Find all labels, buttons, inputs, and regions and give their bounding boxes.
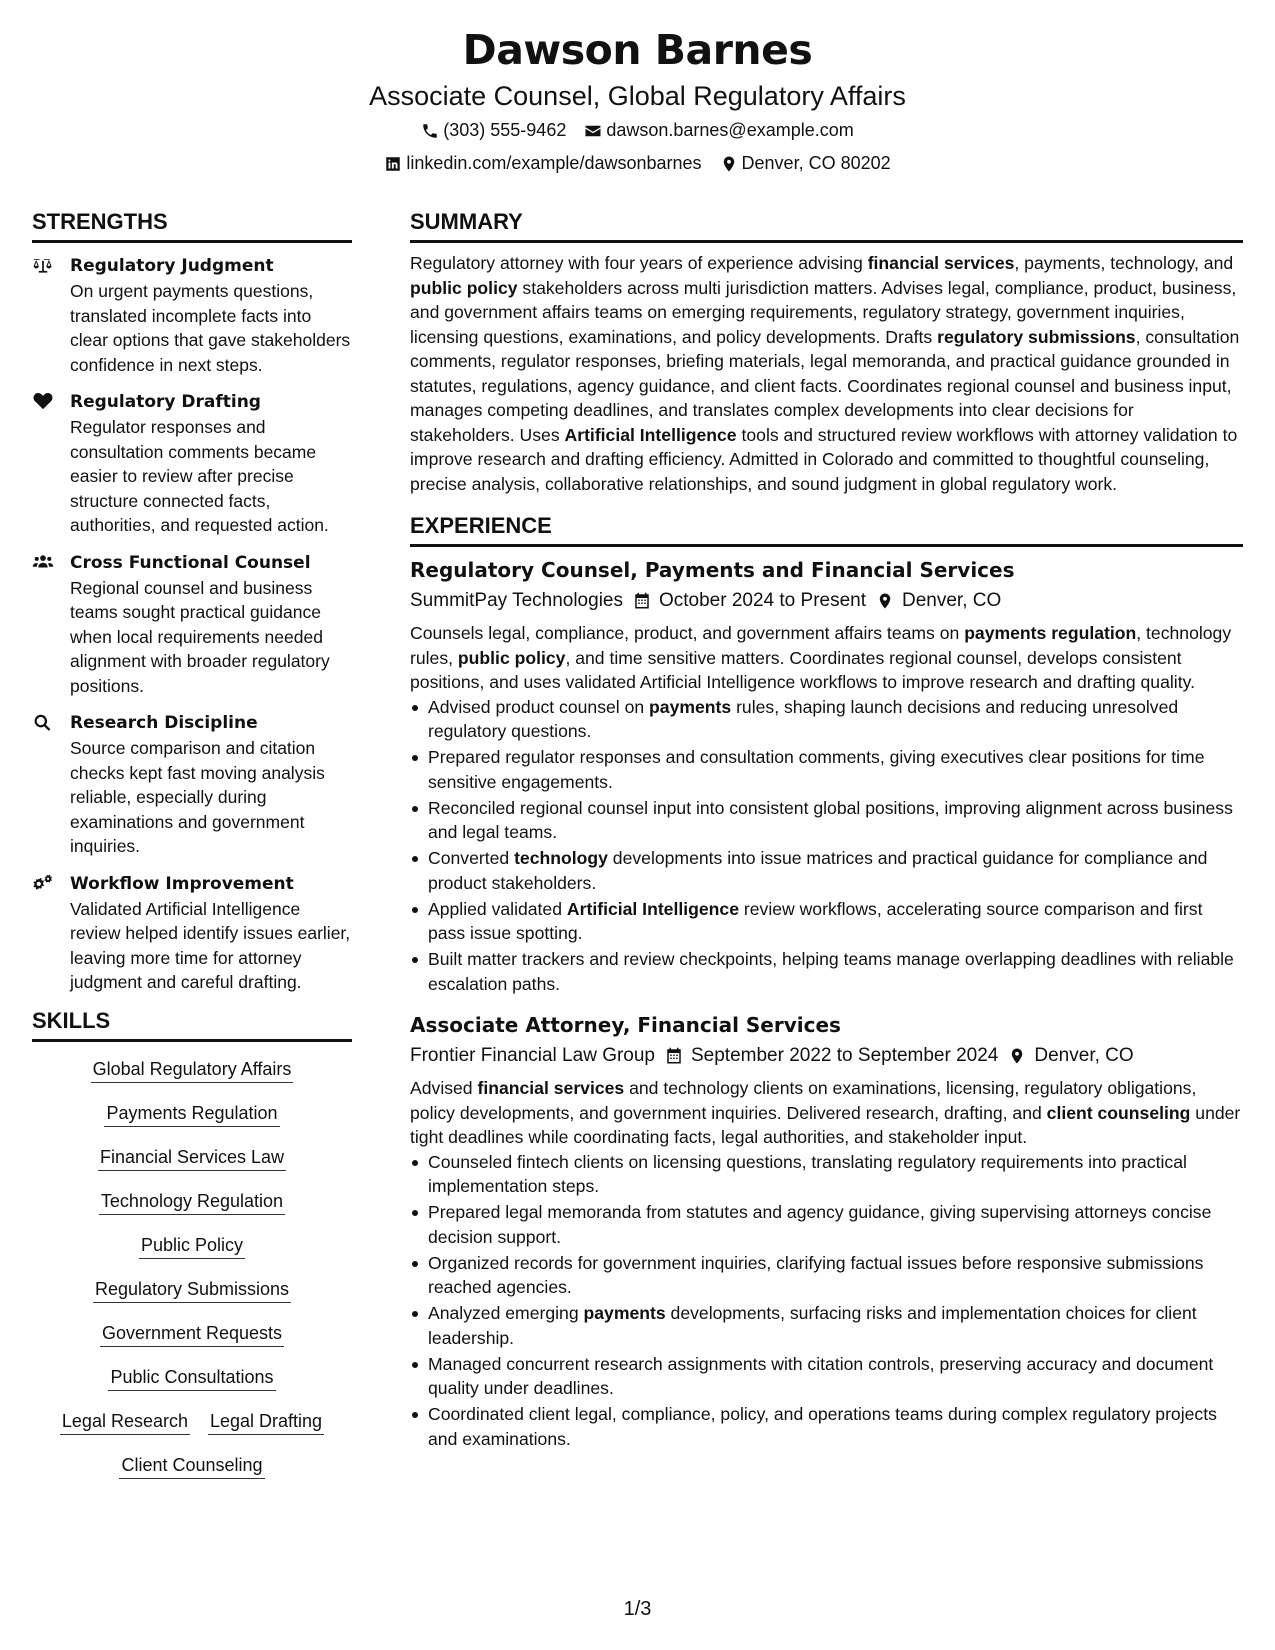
job-meta [410,585,1243,617]
bold-keyword: payments [583,1303,666,1323]
bullet-item: Reconciled regional counsel input into consistent global positions, improving alignment across business and legal teams. [410,796,1243,845]
bullet-item: Organized records for government inquiries, clarifying factual issues before responsive submissions reached agencies. [410,1251,1243,1300]
company-name: Frontier Financial Law Group [410,1045,655,1066]
bullet-item: Managed concurrent research assignments with citation controls, preserving accuracy and document quality under deadlines. [410,1352,1243,1401]
gears-icon [32,874,54,892]
contact-linkedin [384,147,701,180]
location-text: Denver, CO 80202 [741,153,891,173]
heart-icon [32,392,54,410]
skill-tag: Regulatory Submissions [93,1276,291,1303]
calendar-icon [633,592,651,610]
strength-name: Regulatory Drafting [70,392,261,412]
job-title: Associate Attorney, Financial Services [410,1013,841,1037]
map-pin-icon [1008,1047,1026,1065]
job-bullets [410,1150,1243,1452]
bullet-item: Built matter trackers and review checkpoints, helping teams manage overlapping deadlines with reliable escalation paths. [410,947,1243,996]
skill-tag: Payments Regulation [104,1100,279,1127]
bold-keyword: client counseling [1046,1102,1191,1123]
skills-heading: SKILLS [32,1007,352,1042]
strength-description: Regional counsel and business teams sought practical guidance when local requirements needed alignment with broader regulatory positions. [70,577,330,696]
contact-email [584,114,853,147]
bold-keyword: Artificial Intelligence [566,898,739,919]
job-description: Counsels legal, compliance, product, and government affairs teams on payments regulation, technology rules, public policy, and time sensitive matters. Coordinates regional counsel, develops consistent positions, and uses validated Artificial Intelligence workflows to improve research and drafting quality. [410,623,1232,692]
envelope-icon [584,122,602,140]
job-dates [665,1040,998,1072]
skill-tag: Client Counseling [119,1452,264,1479]
strength-item [32,871,352,995]
bold-keyword: payments regulation [964,623,1137,643]
contact-location [720,147,891,180]
strengths-list [32,253,352,995]
strength-item [32,389,352,538]
linkedin-link[interactable]: linkedin.com/example/dawsonbarnes [406,153,702,173]
bullet-item: Analyzed emerging payments developments, surfacing risks and implementation choices for client leadership. [410,1301,1243,1350]
candidate-title: Associate Counsel, Global Regulatory Affairs [369,81,906,111]
summary-text: Regulatory attorney with four years of experience advising financial services, payments, technology, and public policy stakeholders across multi jurisdiction matters. Advises legal, compliance, product, business, and government affairs teams on emerging requirements, regulatory strategy, government inquiries, licensing questions, examinations, and policy developments. Drafts regulatory submissions, consultation comments, regulator responses, briefing materials, legal memoranda, and practical guidance grounded in statutes, regulations, agency guidance, and client facts. Coordinates regional counsel and business input, manages competing deadlines, and translates complex developments into clear decisions for stakeholders. Uses Artificial Intelligence tools and structured review workflows with attorney validation to improve research and drafting efficiency. Admitted in Colorado and committed to thoughtful counseling, precise analysis, collaborative relationships, and sound judgment in global regulatory work. [410,253,1240,494]
phone-icon [421,122,439,140]
job-entry [410,555,1243,996]
job-meta [410,1040,1243,1072]
job-dates-text: October 2024 to Present [658,590,866,611]
linkedin-icon [384,155,402,173]
job-dates [633,585,866,617]
scale-icon [32,256,54,274]
skill-tag: Legal Research [60,1408,190,1435]
skill-tag: Government Requests [100,1320,284,1347]
job-description: Advised financial services and technology clients on examinations, licensing, regulatory obligations, policy developments, and government inquiries. Delivered research, drafting, and client counseling under tight deadlines while coordinating facts, legal authorities, and stakeholder input. [410,1078,1241,1147]
bullet-item: Prepared legal memoranda from statutes and agency guidance, giving supervising attorneys concise decision support. [410,1200,1243,1249]
bullet-item: Advised product counsel on payments rules, shaping launch decisions and reducing unresolved regulatory questions. [410,695,1243,744]
job-dates-text: September 2022 to September 2024 [691,1045,999,1066]
strength-description: On urgent payments questions, translated incomplete facts into clear options that gave stakeholders confidence in next steps. [70,281,351,375]
page-number: 1/3 [623,1598,652,1620]
strength-item [32,253,352,377]
bold-keyword: public policy [457,647,566,668]
resume-header [0,22,1275,180]
job-location [876,585,1001,617]
bullet-item: Counseled fintech clients on licensing questions, translating regulatory requirements into practical implementation steps. [410,1150,1243,1199]
bold-keyword: financial services [867,253,1015,273]
strength-item [32,550,352,699]
strength-description: Source comparison and citation checks kept fast moving analysis reliable, especially during examinations and government inquiries. [70,738,325,856]
job-location-text: Denver, CO [1034,1045,1134,1066]
strength-name: Research Discipline [70,713,258,733]
skill-tag: Global Regulatory Affairs [91,1056,294,1083]
calendar-icon [665,1047,683,1065]
skill-tag: Public Consultations [108,1364,275,1391]
strength-item [32,710,352,859]
bullet-item: Prepared regulator responses and consultation comments, giving executives clear positions for time sensitive engagements. [410,745,1243,794]
bold-keyword: Artificial Intelligence [564,424,737,445]
skill-tag: Legal Drafting [208,1408,324,1435]
strength-name: Regulatory Judgment [70,256,274,276]
contact-line-2 [0,147,1275,180]
job-title: Regulatory Counsel, Payments and Financial Services [410,558,1015,582]
strengths-heading: STRENGTHS [32,208,352,243]
bold-keyword: payments [649,696,732,717]
contact-line-1 [0,114,1275,147]
experience-heading: EXPERIENCE [410,512,1243,547]
users-icon [32,553,54,571]
bullet-item: Converted technology developments into issue matrices and practical guidance for compliance and product stakeholders. [410,846,1243,895]
map-pin-icon [876,592,894,610]
skill-tag: Public Policy [139,1232,245,1259]
job-entry [410,1010,1243,1451]
bold-keyword: financial services [477,1078,625,1098]
job-location-text: Denver, CO [902,590,1002,611]
skill-tag: Financial Services Law [98,1144,286,1171]
email-link[interactable]: dawson.barnes@example.com [606,120,854,140]
candidate-name: Dawson Barnes [462,26,813,74]
phone-text[interactable]: (303) 555-9462 [443,120,567,140]
bold-keyword: technology [514,848,608,868]
map-pin-icon [720,155,738,173]
contact-phone [421,114,566,147]
job-location [1008,1040,1133,1072]
left-column [32,208,352,1479]
strength-name: Workflow Improvement [70,873,294,894]
bullet-item: Applied validated Artificial Intelligence review workflows, accelerating source comparison and first pass issue spotting. [410,897,1243,946]
company-name: SummitPay Technologies [410,590,623,611]
strength-description: Validated Artificial Intelligence review helped identify issues earlier, leaving more time for attorney judgment and careful drafting. [70,898,351,992]
bold-keyword: public policy [410,277,518,298]
bold-keyword: regulatory submissions [937,326,1136,347]
strength-name: Cross Functional Counsel [70,552,311,573]
skills-list [32,1056,352,1479]
strength-description: Regulator responses and consultation comments became easier to review after precise structure connected facts, authorities, and requested action. [70,417,329,535]
right-column [410,208,1243,1453]
summary-heading: SUMMARY [410,208,1243,243]
bullet-item: Coordinated client legal, compliance, policy, and operations teams during complex regulatory projects and examinations. [410,1402,1243,1451]
skill-tag: Technology Regulation [99,1188,285,1215]
search-icon [32,713,54,731]
job-bullets [410,695,1243,997]
